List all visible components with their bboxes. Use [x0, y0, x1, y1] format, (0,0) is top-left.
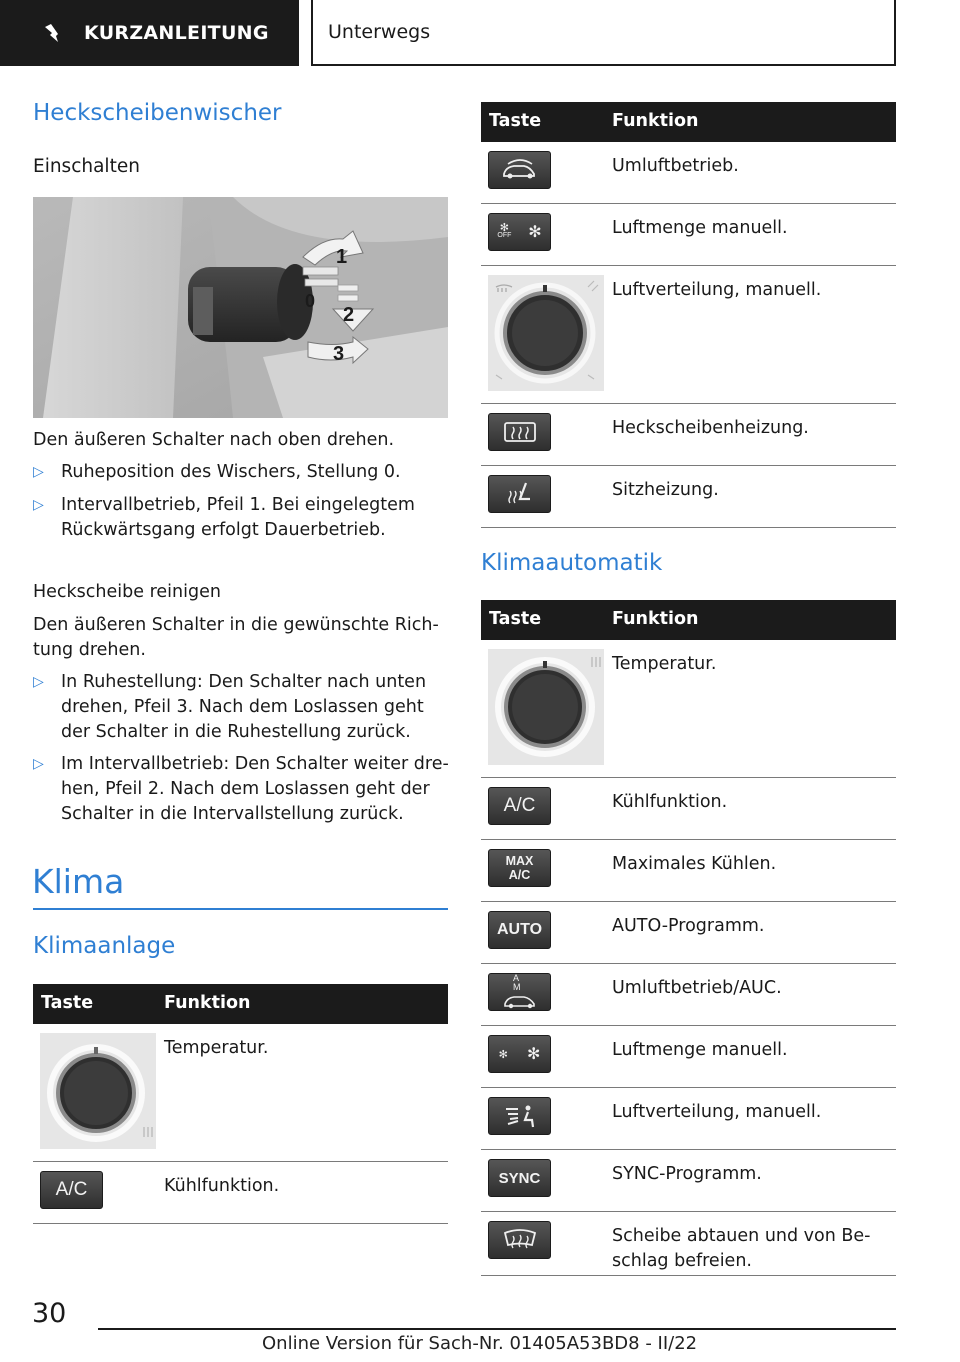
table-header: [33, 984, 448, 1024]
switch-on-heading: Einschalten: [33, 156, 140, 177]
bullet-arrow-icon: ▷: [33, 674, 44, 690]
photo-label-2: 2: [343, 304, 355, 326]
table-row: [33, 1024, 448, 1162]
temperature-knob-icon: [40, 1033, 156, 1149]
wiper-switch-photo: [33, 197, 448, 418]
klimaanlage-table: [33, 984, 448, 1224]
clean-intro: Den äußeren Schalter in die gewünschte Richtung drehen.: [33, 615, 439, 660]
fan-off-icon: ✻ OFF ✻: [488, 213, 551, 251]
temperature-knob-icon: [488, 649, 604, 765]
header-function: Funktion: [164, 993, 251, 1013]
table-row: [481, 840, 896, 902]
header-key: Taste: [489, 609, 542, 629]
header-chapter-tab[interactable]: [311, 0, 896, 66]
table-row: [481, 266, 896, 404]
table-row: [481, 1026, 896, 1088]
header-section-tab[interactable]: [0, 0, 299, 66]
table-header: [481, 102, 896, 142]
row-function: Umluftbetrieb.: [612, 156, 739, 176]
footer-divider: [98, 1328, 896, 1330]
wiper-intro: Den äußeren Schalter nach oben drehen.: [33, 430, 395, 450]
photo-label-3: 3: [333, 343, 345, 365]
row-function: Temperatur.: [612, 654, 717, 674]
table-row: [481, 204, 896, 266]
rear-window-heating-icon: [488, 413, 551, 451]
klimaautomatik-table: [481, 600, 896, 1276]
quick-guide-icon: [42, 21, 66, 45]
row-function: Umluftbetrieb/AUC.: [612, 978, 782, 998]
row-function: AUTO-Programm.: [612, 916, 765, 936]
wiper-heading: Heckscheibenwischer: [33, 100, 282, 126]
klimaautomatik-heading: Klimaautomatik: [481, 550, 663, 576]
table-row: [481, 902, 896, 964]
page-number: 30: [32, 1298, 67, 1329]
auto-button-icon: AUTO: [488, 911, 551, 949]
header-key: Taste: [41, 993, 94, 1013]
table-row: [481, 1088, 896, 1150]
air-distribution-icon: [488, 1097, 551, 1135]
air-distribution-knob-icon: [488, 275, 604, 391]
row-function: Luftmenge manuell.: [612, 1040, 788, 1060]
bullet-arrow-icon: ▷: [33, 756, 44, 772]
sync-button-icon: SYNC: [488, 1159, 551, 1197]
row-function: Luftverteilung, manuell.: [612, 280, 822, 300]
row-function: Heckscheibenheizung.: [612, 418, 809, 438]
clean-heading: Heckscheibe reinigen: [33, 582, 221, 602]
row-function: Sitzheizung.: [612, 480, 719, 500]
header-key: Taste: [489, 111, 542, 131]
klima-heading: Klima: [32, 862, 125, 901]
row-function: Kühlfunktion.: [164, 1176, 280, 1196]
header-function: Funktion: [612, 609, 699, 629]
row-function: Luftverteilung, manuell.: [612, 1102, 822, 1122]
klimaanlage-table-continued: [481, 102, 896, 528]
table-header: [481, 600, 896, 640]
recirculation-auc-icon: A M: [488, 973, 551, 1011]
row-function: Maximales Kühlen.: [612, 854, 777, 874]
table-row: [481, 1150, 896, 1212]
row-function: Temperatur.: [164, 1038, 269, 1058]
bullet-arrow-icon: ▷: [33, 497, 44, 513]
table-row: [481, 466, 896, 528]
recirculation-icon: [488, 151, 551, 189]
bullet-arrow-icon: ▷: [33, 464, 44, 480]
photo-label-1: 1: [336, 246, 348, 268]
table-row: [481, 778, 896, 840]
fan-icon: ✻ ✻: [488, 1035, 551, 1073]
klimaanlage-heading: Klimaanlage: [33, 933, 176, 959]
table-row: [33, 1162, 448, 1224]
max-ac-button-icon: MAX A/C: [488, 849, 551, 887]
header-chapter-title: Unterwegs: [328, 21, 431, 43]
row-function: SYNC-Programm.: [612, 1164, 762, 1184]
windshield-defrost-icon: [488, 1221, 551, 1259]
table-row: [481, 964, 896, 1026]
ac-button-icon: A/C: [488, 787, 551, 825]
table-row: [481, 1212, 896, 1276]
ac-button-icon: A/C: [40, 1171, 103, 1209]
row-function: Kühlfunktion.: [612, 792, 728, 812]
seat-heating-icon: [488, 475, 551, 513]
header-function: Funktion: [612, 111, 699, 131]
heading-divider: [33, 908, 448, 910]
row-function: Scheibe abtauen und von Beschlag befreien.: [612, 1226, 871, 1271]
table-row: [481, 640, 896, 778]
header-section-title: KURZANLEITUNG: [84, 22, 269, 44]
photo-label-0: 0: [305, 291, 316, 311]
online-version-note: Online Version für Sach-Nr. 01405A53BD8 - II/22: [262, 1333, 698, 1354]
row-function: Luftmenge manuell.: [612, 218, 788, 238]
table-row: [481, 404, 896, 466]
table-row: [481, 142, 896, 204]
